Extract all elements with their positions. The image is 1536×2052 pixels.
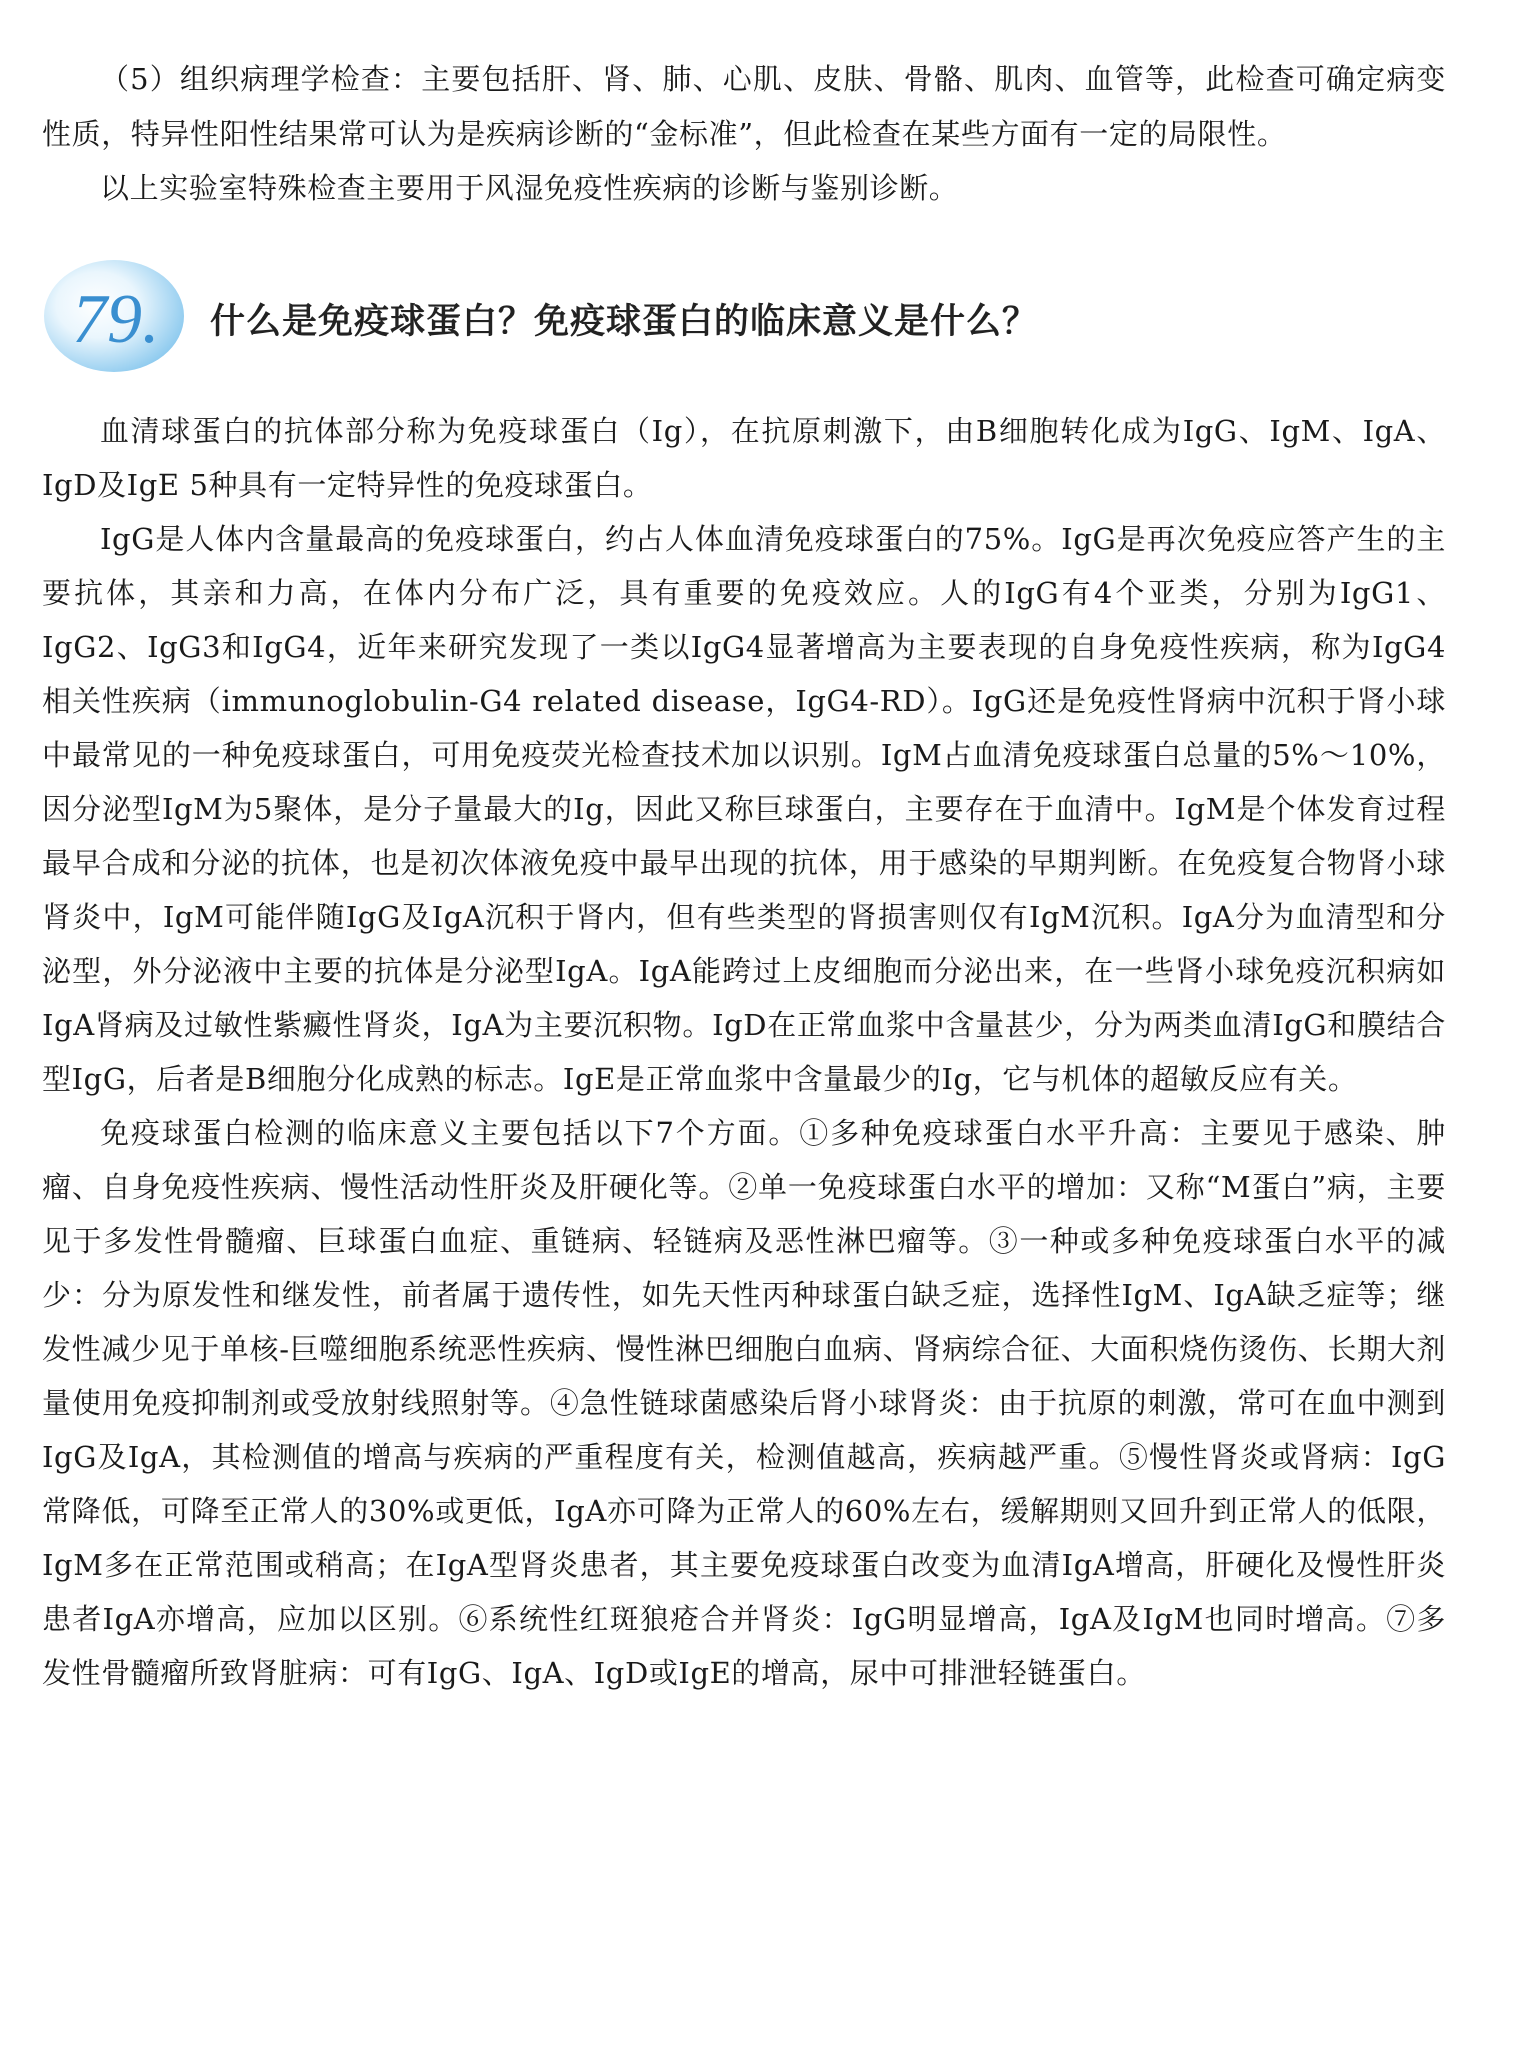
section-number: 79.: [72, 280, 160, 358]
paragraph-clinical-significance: 免疫球蛋白检测的临床意义主要包括以下7个方面。①多种免疫球蛋白水平升高：主要见于感染、肿瘤、自身免疫性疾病、慢性活动性肝炎及肝硬化等。②单一免疫球蛋白水平的增加：又称“M蛋白”病，主要见于多发性骨髓瘤、巨球蛋白血症、重链病、轻链病及恶性淋巴瘤等。③一种或多种免疫球蛋白水平的减少：分为原发性和继发性，前者属于遗传性，如先天性丙种球蛋白缺乏症，选择性IgM、IgA缺乏症等；继发性减少见于单核-巨噬细胞系统恶性疾病、慢性淋巴细胞白血病、肾病综合征、大面积烧伤烫伤、长期大剂量使用免疫抑制剂或受放射线照射等。④急性链球菌感染后肾小球肾炎：由于抗原的刺激，常可在血中测到IgG及IgA，其检测值的增高与疾病的严重程度有关，检测值越高，疾病越严重。⑤慢性肾炎或肾病：IgG常降低，可降至正常人的30%或更低，IgA亦可降为正常人的60%左右，缓解期则又回升到正常人的低限，IgM多在正常范围或稍高；在IgA型肾炎患者，其主要免疫球蛋白改变为血清IgA增高，肝硬化及慢性肝炎患者IgA亦增高，应加以区别。⑥系统性红斑狼疮合并肾炎：IgG明显增高，IgA及IgM也同时增高。⑦多发性骨髓瘤所致肾脏病：可有IgG、IgA、IgD或IgE的增高，尿中可排泄轻链蛋白。: [42, 1115, 1446, 1690]
paragraph-definition: 血清球蛋白的抗体部分称为免疫球蛋白（Ig），在抗原刺激下，由B细胞转化成为IgG、IgM、IgA、IgD及IgE 5种具有一定特异性的免疫球蛋白。: [42, 413, 1446, 502]
intro-block: [42, 52, 1446, 216]
paragraph-histopathology: （5）组织病理学检查：主要包括肝、肾、肺、心肌、皮肤、骨骼、肌肉、血管等，此检查可确定病变性质，特异性阳性结果常可认为是疾病诊断的“金标准”，但此检查在某些方面有一定的局限性。: [42, 62, 1446, 151]
paragraph-summary: 以上实验室特殊检查主要用于风湿免疫性疾病的诊断与鉴别诊断。: [100, 171, 959, 205]
page: [42, 52, 1446, 1700]
section-heading: [42, 256, 1446, 376]
section-body: [42, 404, 1446, 1700]
paragraph-ig-classes: IgG是人体内含量最高的免疫球蛋白，约占人体血清免疫球蛋白的75%。IgG是再次免疫应答产生的主要抗体，其亲和力高，在体内分布广泛，具有重要的免疫效应。人的IgG有4个亚类，分别为IgG1、IgG2、IgG3和IgG4，近年来研究发现了一类以IgG4显著增高为主要表现的自身免疫性疾病，称为IgG4相关性疾病（immunoglobulin-G4 related disease，IgG4-RD）。IgG还是免疫性肾病中沉积于肾小球中最常见的一种免疫球蛋白，可用免疫荧光检查技术加以识别。IgM占血清免疫球蛋白总量的5%～10%，因分泌型IgM为5聚体，是分子量最大的Ig，因此又称巨球蛋白，主要存在于血清中。IgM是个体发育过程最早合成和分泌的抗体，也是初次体液免疫中最早出现的抗体，用于感染的早期判断。在免疫复合物肾小球肾炎中，IgM可能伴随IgG及IgA沉积于肾内，但有些类型的肾损害则仅有IgM沉积。IgA分为血清型和分泌型，外分泌液中主要的抗体是分泌型IgA。IgA能跨过上皮细胞而分泌出来，在一些肾小球免疫沉积病如IgA肾病及过敏性紫癜性肾炎，IgA为主要沉积物。IgD在正常血浆中含量甚少，分为两类血清IgG和膜结合型IgG，后者是B细胞分化成熟的标志。IgE是正常血浆中含量最少的Ig，它与机体的超敏反应有关。: [42, 521, 1446, 1096]
number-bubble-icon: [42, 256, 192, 376]
section-title: 什么是免疫球蛋白？免疫球蛋白的临床意义是什么？: [210, 301, 1039, 342]
